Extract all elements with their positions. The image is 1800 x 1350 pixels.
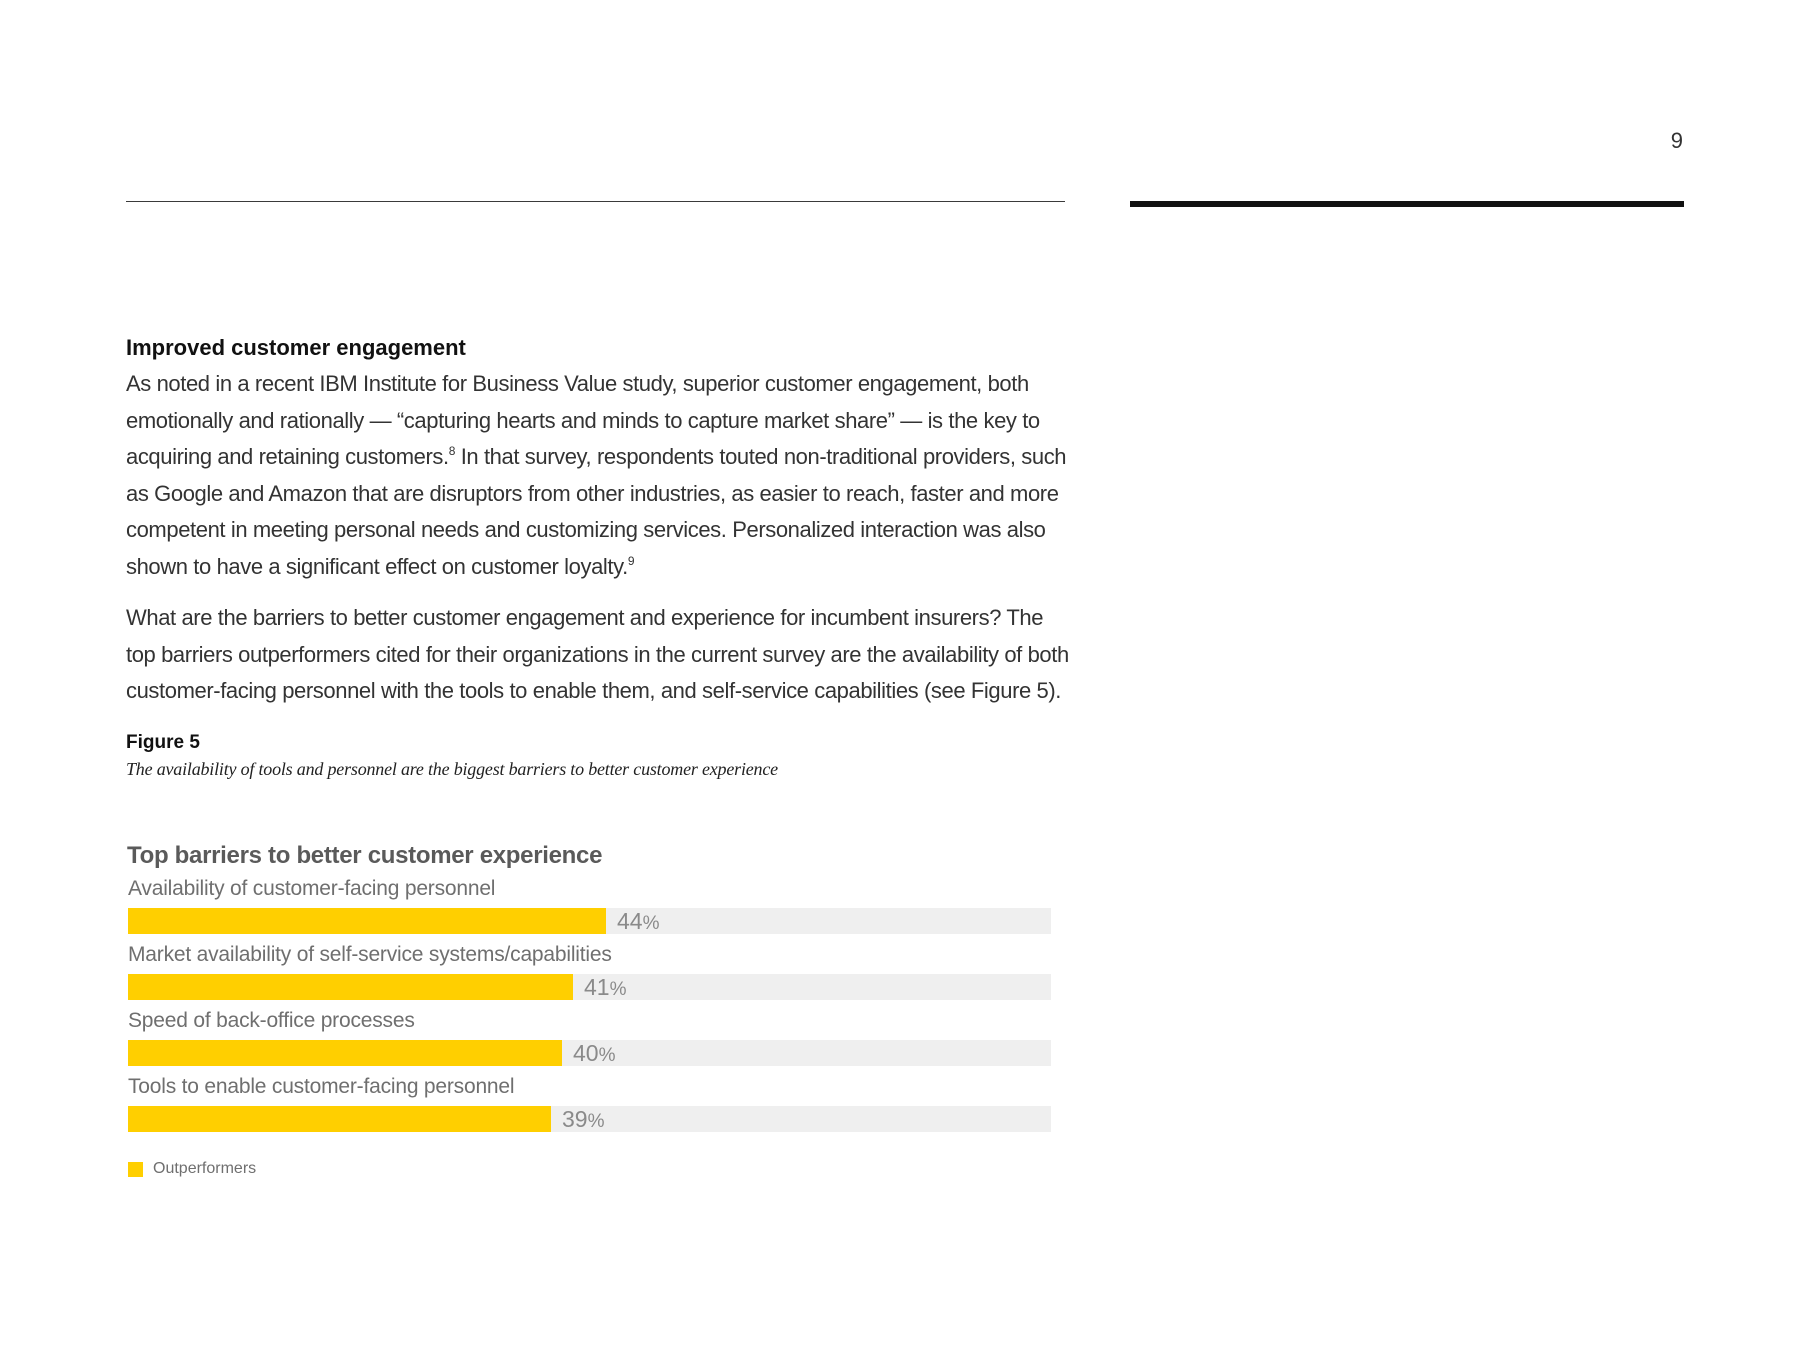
bar (128, 1040, 562, 1066)
bar (128, 908, 606, 934)
bar-value-unit: % (587, 1111, 605, 1132)
bar-track (128, 908, 1051, 934)
bar (128, 1106, 551, 1132)
bar-track (128, 974, 1051, 1000)
paragraph-text: In that survey, respondents touted non-traditional providers, such as Google and Amazon that are disruptors from other industries, as easier to reach, faster and more competent in meeting personal needs and customizing services. Personalized interaction was also shown to have a significant effect on customer loyalty. (126, 444, 1067, 579)
bar-value-unit: % (642, 913, 660, 934)
bar-value-label (562, 1040, 616, 1066)
bar-category-label: Tools to enable customer-facing personnel (128, 1075, 515, 1098)
paragraph-text: What are the barriers to better customer engagement and experience for incumbent insurers? The top barriers outperformers cited for their organizations in the current survey are the availability of both customer-facing personnel with the tools to enable them, and self-service capabilities (see Figure 5). (126, 605, 1069, 703)
chart-title: Top barriers to better customer experience (127, 842, 603, 869)
bar-value-number: 41 (584, 974, 610, 1000)
bar-row (127, 940, 1052, 1006)
bar-value-label (606, 908, 660, 934)
header-rule-left (126, 201, 1065, 202)
bar-chart (127, 838, 1052, 1177)
bar (128, 974, 573, 1000)
bar-value-number: 40 (573, 1040, 599, 1066)
bar-value-unit: % (598, 1045, 616, 1066)
bar-value-unit: % (609, 979, 627, 1000)
bar-category-label: Market availability of self-service systems/capabilities (128, 943, 612, 966)
chart-bars (127, 874, 1052, 1138)
bar-category-label: Availability of customer-facing personnel (128, 877, 496, 900)
body-paragraph (126, 600, 1076, 710)
body-paragraph (126, 366, 1076, 585)
bar-track (128, 1040, 1051, 1066)
bar-value-number: 44 (617, 908, 643, 934)
figure-label: Figure 5 (126, 731, 200, 753)
figure-caption: The availability of tools and personnel are the biggest barriers to better customer experience (126, 758, 778, 779)
chart-legend (128, 1158, 256, 1180)
footnote-marker: 9 (627, 553, 635, 568)
page-number: 9 (1670, 128, 1683, 153)
bar-value-label (551, 1106, 605, 1132)
bar-value-label (573, 974, 627, 1000)
legend-swatch (128, 1162, 143, 1177)
footnote-marker: 8 (448, 444, 455, 458)
section-heading: Improved customer engagement (126, 335, 466, 360)
bar-row (127, 874, 1052, 940)
bar-row (127, 1006, 1052, 1072)
paragraph-text: As noted in a recent IBM Institute for Business Value study, superior customer engagement, both emotionally and rationally — “capturing hearts and minds to capture market share” — is the key to acquiring and retaining customers. (126, 371, 1040, 469)
header-rule-right (1130, 201, 1684, 207)
paragraphs (126, 366, 1076, 710)
bar-row (127, 1072, 1052, 1138)
bar-category-label: Speed of back-office processes (128, 1009, 415, 1032)
bar-value-number: 39 (562, 1106, 588, 1132)
bar-track (128, 1106, 1051, 1132)
article-body (126, 330, 1076, 782)
legend-label: Outperformers (153, 1160, 257, 1177)
